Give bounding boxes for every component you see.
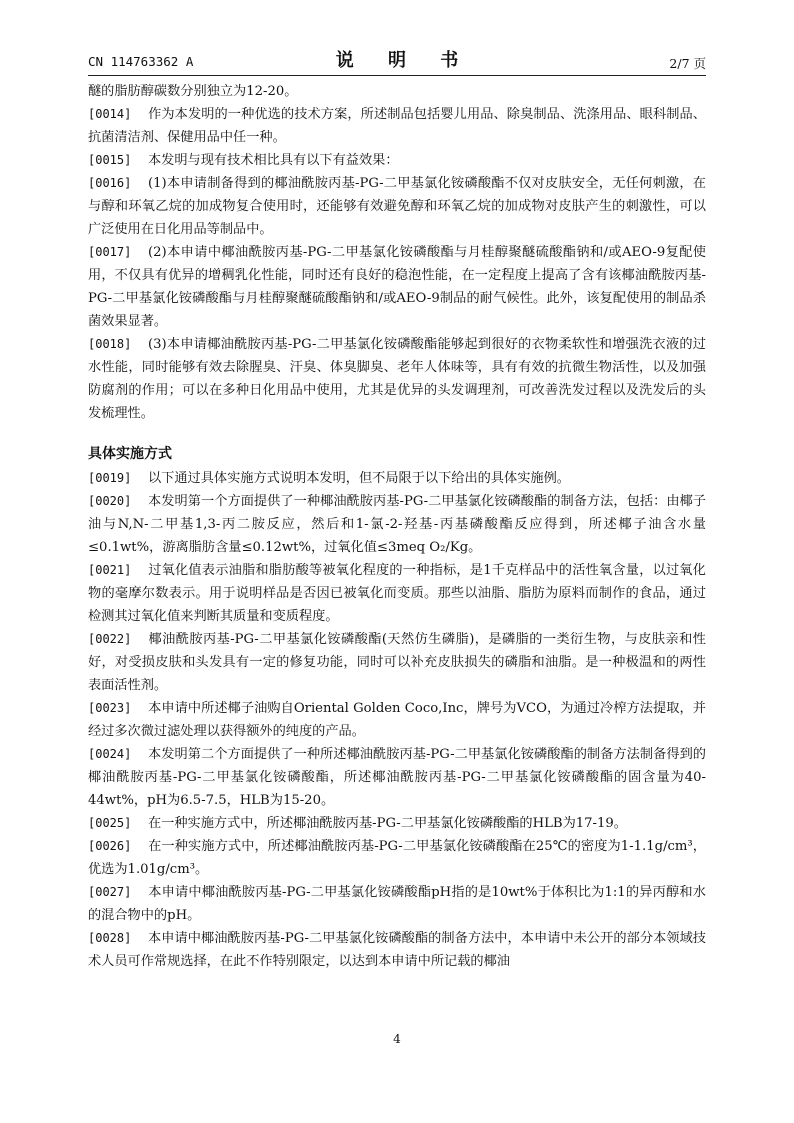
paragraph-text: 在一种实施方式中，所述椰油酰胺丙基-PG-二甲基氯化铵磷酸酯在25℃的密度为1-1.1g/cm³，优选为1.01g/cm³。 [88, 839, 706, 877]
paragraph [88, 103, 706, 149]
paragraph-number: [0014] [88, 107, 132, 121]
paragraph-text: 作为本发明的一种优选的技术方案，所述制品包括婴儿用品、除臭制品、洗涤用品、眼科制品、抗菌清洁剂、保健用品中任一种。 [88, 107, 706, 145]
paragraph-number: [0019] [88, 471, 132, 485]
paragraph [88, 927, 706, 973]
paragraph [88, 743, 706, 812]
section-title: 具体实施方式 [88, 446, 172, 462]
paragraph [88, 80, 706, 103]
paragraph-number: [0021] [88, 563, 132, 577]
page-number: 4 [393, 1032, 401, 1046]
paragraph [88, 467, 706, 490]
paragraph-text: 本发明第一个方面提供了一种椰油酰胺丙基-PG-二甲基氯化铵磷酸酯的制备方法，包括：由椰子油与N,N-二甲基1,3-丙二胺反应，然后和1-氯-2-羟基-丙基磷酸酯反应得到，所述椰子油含水量≤0.1wt%，游离脂肪含量≤0.12wt%，过氧化值≤3meq O₂/Kg。 [88, 494, 706, 555]
paragraph-text: 以下通过具体实施方式说明本发明，但不局限于以下给出的具体实施例。 [148, 471, 570, 486]
paragraph-text: 椰油酰胺丙基-PG-二甲基氯化铵磷酸酯(天然仿生磷脂)，是磷脂的一类衍生物，与皮肤亲和性好，对受损皮肤和头发具有一定的修复功能，同时可以补充皮肤损失的磷脂和油脂。是一种极温和的两性表面活性剂。 [88, 632, 706, 693]
paragraph [88, 490, 706, 559]
paragraph [88, 333, 706, 425]
paragraph [88, 172, 706, 241]
document-title: 说 明 书 [335, 50, 473, 71]
paragraph-number: [0022] [88, 632, 132, 646]
paragraph [88, 628, 706, 697]
paragraph [88, 697, 706, 743]
page-header [88, 46, 706, 74]
page-count: 2/7 页 [669, 56, 706, 71]
paragraph-text: 本申请中所述椰子油购自Oriental Golden Coco,Inc，牌号为VCO，为通过冷榨方法提取，并经过多次微过滤处理以获得额外的纯度的产品。 [88, 701, 706, 739]
header-rule [88, 75, 706, 76]
paragraph-number: [0017] [88, 245, 132, 259]
paragraph [88, 559, 706, 628]
paragraph-text: 过氧化值表示油脂和脂肪酸等被氧化程度的一种指标，是1千克样品中的活性氧含量，以过氧化物的毫摩尔数表示。用于说明样品是否因已被氧化而变质。那些以油脂、脂肪为原料而制作的食品，通过检测其过氧化值来判断其质量和变质程度。 [88, 563, 706, 624]
paragraph [88, 241, 706, 333]
document-body [88, 80, 706, 973]
paragraph-text: 醚的脂肪醇碳数分别独立为12-20。 [88, 84, 298, 99]
paragraph-number: [0026] [88, 839, 132, 853]
paragraph-number: [0018] [88, 337, 132, 351]
paragraph-text: (2)本申请中椰油酰胺丙基-PG-二甲基氯化铵磷酸酯与月桂醇聚醚硫酸酯钠和/或AEO-9复配使用，不仅具有优异的增稠乳化性能，同时还有良好的稳泡性能，在一定程度上提高了含有该椰油酰胺丙基-PG-二甲基氯化铵磷酸酯与月桂醇聚醚硫酸酯钠和/或AEO-9制品的耐气候性。此外，该复配使用的制品杀菌效果显著。 [88, 245, 706, 329]
paragraph-text: 本申请中椰油酰胺丙基-PG-二甲基氯化铵磷酸酯的制备方法中，本申请中未公开的部分本领域技术人员可作常规选择，在此不作特别限定，以达到本申请中所记载的椰油 [88, 931, 706, 969]
document-id: CN 114763362 A [88, 54, 194, 69]
paragraph-text: 本申请中椰油酰胺丙基-PG-二甲基氯化铵磷酸酯pH指的是10wt%于体积比为1:1的异丙醇和水的混合物中的pH。 [88, 885, 706, 923]
paragraph-text: 在一种实施方式中，所述椰油酰胺丙基-PG-二甲基氯化铵磷酸酯的HLB为17-19。 [148, 816, 627, 831]
paragraph-number: [0027] [88, 885, 132, 899]
paragraph [88, 881, 706, 927]
paragraph-number: [0025] [88, 816, 132, 830]
paragraph-text: 本发明第二个方面提供了一种所述椰油酰胺丙基-PG-二甲基氯化铵磷酸酯的制备方法制备得到的椰油酰胺丙基-PG-二甲基氯化铵磷酸酯，所述椰油酰胺丙基-PG-二甲基氯化铵磷酸酯的固含量为40-44wt%，pH为6.5-7.5，HLB为15-20。 [88, 747, 706, 808]
paragraph-number: [0015] [88, 153, 132, 167]
paragraph-number: [0020] [88, 494, 132, 508]
paragraph-number: [0016] [88, 176, 132, 190]
paragraph-number: [0028] [88, 931, 132, 945]
paragraph [88, 812, 706, 835]
paragraph-text: (1)本申请制备得到的椰油酰胺丙基-PG-二甲基氯化铵磷酸酯不仅对皮肤安全，无任何刺激，在与醇和环氧乙烷的加成物复合使用时，还能够有效避免醇和环氧乙烷的加成物对皮肤产生的刺激性，可以广泛使用在日化用品等制品中。 [88, 176, 706, 237]
paragraph-number: [0024] [88, 747, 132, 761]
paragraph-text: 本发明与现有技术相比具有以下有益效果： [148, 153, 399, 168]
paragraph [88, 835, 706, 881]
paragraph-text: (3)本申请椰油酰胺丙基-PG-二甲基氯化铵磷酸酯能够起到很好的衣物柔软性和增强洗衣液的过水性能，同时能够有效去除腥臭、汗臭、体臭脚臭、老年人体味等，具有有效的抗微生物活性，以及加强防腐剂的作用；可以在多种日化用品中使用，尤其是优异的头发调理剂，可改善洗发过程以及洗发后的头发梳理性。 [88, 337, 706, 421]
paragraph-number: [0023] [88, 701, 132, 715]
paragraph [88, 149, 706, 172]
